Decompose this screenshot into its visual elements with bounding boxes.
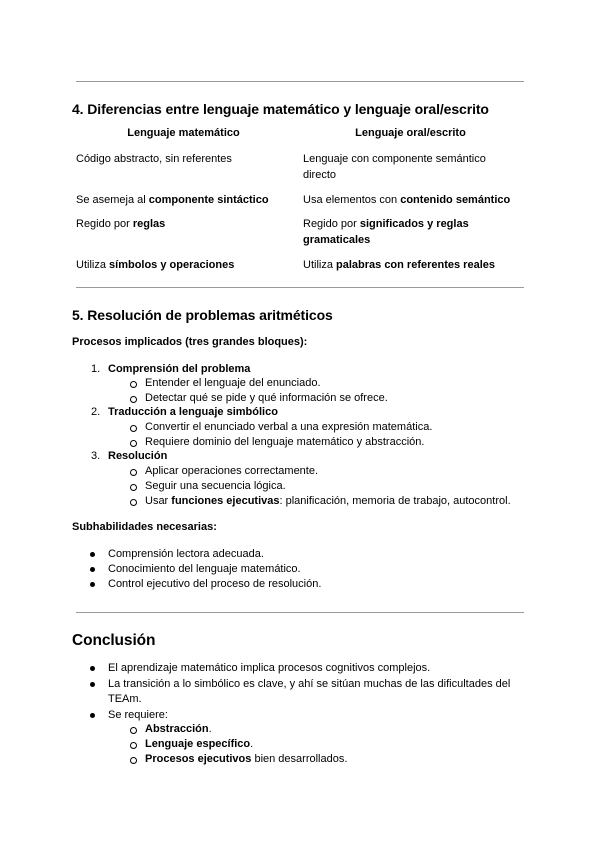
conclusion-title: Conclusión [72, 632, 156, 649]
list-item: La transición a lo simbólico es clave, y ahí se sitúan muchas de las dificultades del TEAm. [108, 678, 511, 705]
table-cell: Código abstracto, sin referentes [76, 153, 232, 165]
list-item: Requiere dominio del lenguaje matemático y abstracción. [145, 436, 425, 448]
table-header-oral: Lenguaje oral/escrito [355, 127, 466, 139]
processes-label: Procesos implicados (tres grandes bloques): [72, 336, 308, 348]
list-item: Convertir el enunciado verbal a una expresión matemática. [145, 421, 433, 433]
circle-bullet-icon [130, 396, 137, 403]
step-number: 2. [91, 406, 101, 418]
bullet-icon [90, 713, 95, 718]
table-cell: Regido por reglas [76, 218, 166, 230]
list-item: Comprensión lectora adecuada. [108, 548, 264, 560]
bullet-icon [90, 567, 95, 572]
circle-bullet-icon [130, 469, 137, 476]
table-cell: Se asemeja al componente sintáctico [76, 194, 269, 206]
section-5-title: 5. Resolución de problemas aritméticos [72, 307, 333, 323]
section-4-title: 4. Diferencias entre lenguaje matemático y lenguaje oral/escrito [72, 101, 489, 117]
bullet-icon [90, 552, 95, 557]
step-number: 1. [91, 363, 101, 375]
list-item: Usar funciones ejecutivas: planificación, memoria de trabajo, autocontrol. [145, 495, 511, 507]
list-item: Conocimiento del lenguaje matemático. [108, 563, 301, 575]
step-number: 3. [91, 450, 101, 462]
circle-bullet-icon [130, 484, 137, 491]
subskills-label: Subhabilidades necesarias: [72, 521, 217, 533]
list-item: Se requiere: [108, 709, 168, 721]
list-item: Seguir una secuencia lógica. [145, 480, 286, 492]
circle-bullet-icon [130, 499, 137, 506]
table-header-math: Lenguaje matemático [127, 127, 240, 139]
list-item: El aprendizaje matemático implica procesos cognitivos complejos. [108, 662, 431, 674]
list-item: Control ejecutivo del proceso de resolución. [108, 578, 322, 590]
step-title: Traducción a lenguaje simbólico [108, 406, 278, 418]
circle-bullet-icon [130, 440, 137, 447]
table-cell: Lenguaje con componente semántico directo [303, 153, 486, 181]
list-item: Abstracción. [145, 723, 212, 735]
table-cell: Regido por significados y reglas gramaticales [303, 218, 469, 246]
list-item: Entender el lenguaje del enunciado. [145, 377, 321, 389]
table-cell: Utiliza símbolos y operaciones [76, 259, 235, 271]
list-item: Lenguaje específico. [145, 738, 254, 750]
divider-section-4 [76, 287, 524, 288]
table-cell: Utiliza palabras con referentes reales [303, 259, 495, 271]
divider-top [76, 81, 524, 82]
circle-bullet-icon [130, 757, 137, 764]
list-item: Aplicar operaciones correctamente. [145, 465, 319, 477]
circle-bullet-icon [130, 381, 137, 388]
circle-bullet-icon [130, 742, 137, 749]
bullet-icon [90, 582, 95, 587]
bullet-icon [90, 682, 95, 687]
step-title: Resolución [108, 450, 168, 462]
bullet-icon [90, 666, 95, 671]
list-item: Procesos ejecutivos bien desarrollados. [145, 753, 348, 765]
table-cell: Usa elementos con contenido semántico [303, 194, 511, 206]
circle-bullet-icon [130, 727, 137, 734]
circle-bullet-icon [130, 425, 137, 432]
divider-section-5 [76, 612, 524, 613]
step-title: Comprensión del problema [108, 363, 251, 375]
list-item: Detectar qué se pide y qué información se ofrece. [145, 392, 388, 404]
